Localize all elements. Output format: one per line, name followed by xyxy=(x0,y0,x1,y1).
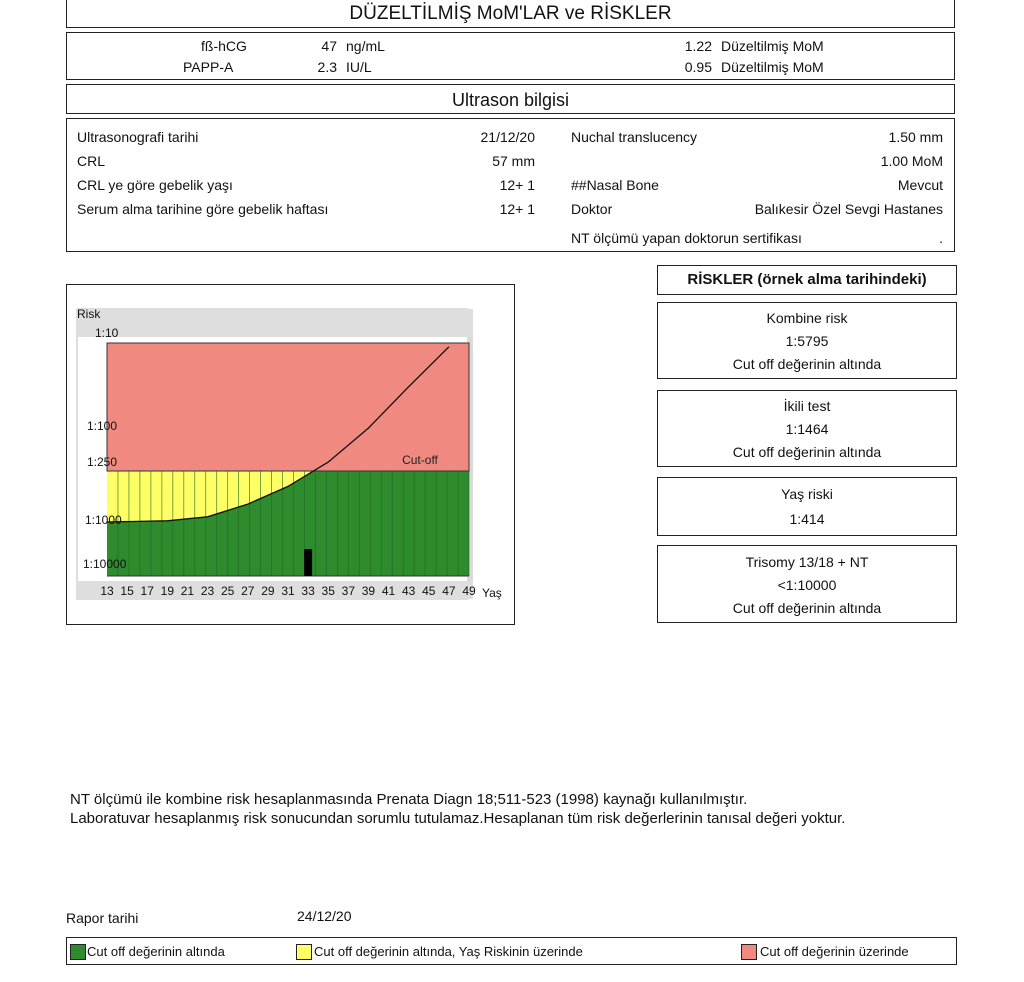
us-label: Ultrasonografi tarihi xyxy=(77,129,199,145)
y-tick-label: 1:1000 xyxy=(85,513,122,527)
x-tick-label: 17 xyxy=(140,584,154,598)
us-label: CRL xyxy=(77,153,106,169)
report-title: DÜZELTİLMİŞ MoM'LAR ve RİSKLER xyxy=(349,3,672,24)
mom-unit: ng/mL xyxy=(346,38,385,54)
x-tick-label: 47 xyxy=(442,584,456,598)
us-value: 1.00 MoM xyxy=(880,153,943,169)
legend-label: Cut off değerinin üzerinde xyxy=(760,944,909,959)
mom-unit: IU/L xyxy=(346,59,372,75)
risk-name: Kombine risk xyxy=(766,310,848,326)
risk-card-combined xyxy=(657,302,957,379)
us-value: Mevcut xyxy=(897,177,943,193)
x-tick-label: 21 xyxy=(180,584,195,598)
mom-value: 2.3 xyxy=(317,59,337,75)
us-label: Doktor xyxy=(571,201,613,217)
legend-swatch-green xyxy=(70,944,86,960)
risk-name: İkili test xyxy=(783,398,831,414)
risk-value: 1:414 xyxy=(789,511,825,527)
x-tick-label: 35 xyxy=(321,584,335,598)
risk-card-trisomy xyxy=(657,545,957,623)
risk-card-age xyxy=(657,477,957,536)
legend-swatch-yellow xyxy=(296,944,312,960)
y-tick-label: 1:100 xyxy=(87,419,118,433)
mom-label: Düzeltilmiş MoM xyxy=(721,38,824,54)
risk-note: Cut off değerinin altında xyxy=(732,356,882,372)
footnote-line: NT ölçümü ile kombine risk hesaplanmasında Prenata Diagn 18;511-523 (1998) kaynağı kullanılmıştır. xyxy=(70,791,748,808)
x-tick-label: 37 xyxy=(341,584,356,598)
report-date-label: Rapor tarihi xyxy=(66,910,139,926)
footnotes xyxy=(70,790,845,828)
risk-name: Trisomy 13/18 + NT xyxy=(745,554,869,570)
above-cutoff-zone xyxy=(107,343,469,471)
us-label: NT ölçümü yapan doktorun sertifikası xyxy=(571,230,802,246)
mom-mom: 1.22 xyxy=(684,38,712,54)
ultrasound-title-box xyxy=(66,84,955,114)
risk-value: 1:5795 xyxy=(785,333,829,349)
footnote-line: Laboratuvar hesaplanmış risk sonucundan sorumlu tutulamaz.Hesaplanan tüm risk değerlerinin tanısal değeri yoktur. xyxy=(70,810,846,827)
mom-mom: 0.95 xyxy=(684,59,712,75)
y-axis-label: Risk xyxy=(77,307,101,321)
x-tick-label: 23 xyxy=(200,584,215,598)
risk-card-double-test xyxy=(657,390,957,467)
x-tick-label: 27 xyxy=(241,584,255,598)
x-tick-label: 49 xyxy=(462,584,476,598)
report-date-value: 24/12/20 xyxy=(297,908,352,924)
us-value: 57 mm xyxy=(492,153,535,169)
y-tick-label: 1:250 xyxy=(87,455,118,469)
mom-box xyxy=(66,32,955,80)
us-value: 12+ 1 xyxy=(499,177,535,193)
ultrasound-info-box xyxy=(66,118,955,252)
cutoff-label: Cut-off xyxy=(402,453,438,467)
us-value: 21/12/20 xyxy=(480,129,535,145)
x-axis-label: Yaş xyxy=(482,586,502,600)
risk-chart-svg xyxy=(67,285,514,624)
us-value: Balıkesir Özel Sevgi Hastanes xyxy=(754,201,943,217)
x-tick-label: 29 xyxy=(261,584,275,598)
x-tick-label: 25 xyxy=(220,584,235,598)
chart-top-band xyxy=(77,309,473,337)
x-tick-label: 43 xyxy=(401,584,416,598)
x-tick-label: 39 xyxy=(361,584,376,598)
risk-value: <1:10000 xyxy=(777,577,837,593)
risk-name: Yaş riski xyxy=(781,486,833,502)
risk-chart xyxy=(66,284,515,625)
mom-name: fß-hCG xyxy=(201,38,247,54)
y-tick-label: 1:10000 xyxy=(83,557,127,571)
x-tick-label: 19 xyxy=(160,584,175,598)
x-tick-label: 33 xyxy=(301,584,315,598)
risk-value: 1:1464 xyxy=(785,421,829,437)
x-tick-label: 41 xyxy=(381,584,396,598)
us-value: 1.50 mm xyxy=(888,129,943,145)
report-date-row xyxy=(66,908,352,926)
risk-note: Cut off değerinin altında xyxy=(732,600,882,616)
x-tick-label: 15 xyxy=(120,584,134,598)
legend-label: Cut off değerinin altında, Yaş Riskinin üzerinde xyxy=(314,944,583,959)
mom-label: Düzeltilmiş MoM xyxy=(721,59,824,75)
report-title-box xyxy=(66,0,955,28)
mom-value: 47 xyxy=(321,38,337,54)
us-label: ##Nasal Bone xyxy=(571,177,659,193)
x-tick-label: 13 xyxy=(100,584,114,598)
us-label: CRL ye göre gebelik yaşı xyxy=(77,177,233,193)
x-tick-label: 31 xyxy=(281,584,295,598)
ultrasound-title: Ultrason bilgisi xyxy=(451,90,570,110)
patient-marker xyxy=(304,549,312,576)
risks-title-box xyxy=(657,265,957,295)
color-legend xyxy=(66,937,957,965)
risk-note: Cut off değerinin altında xyxy=(732,444,882,460)
us-value: 12+ 1 xyxy=(499,201,535,217)
x-tick-label: 45 xyxy=(422,584,436,598)
us-value: . xyxy=(939,230,943,246)
us-label: Serum alma tarihine göre gebelik haftası xyxy=(77,201,329,217)
legend-swatch-red xyxy=(741,944,757,960)
y-tick-label: 1:10 xyxy=(95,326,119,340)
risks-title: RİSKLER (örnek alma tarihindeki) xyxy=(687,271,927,288)
us-label: Nuchal translucency xyxy=(571,129,698,145)
mom-name: PAPP-A xyxy=(183,59,234,75)
legend-label: Cut off değerinin altında xyxy=(87,944,225,959)
